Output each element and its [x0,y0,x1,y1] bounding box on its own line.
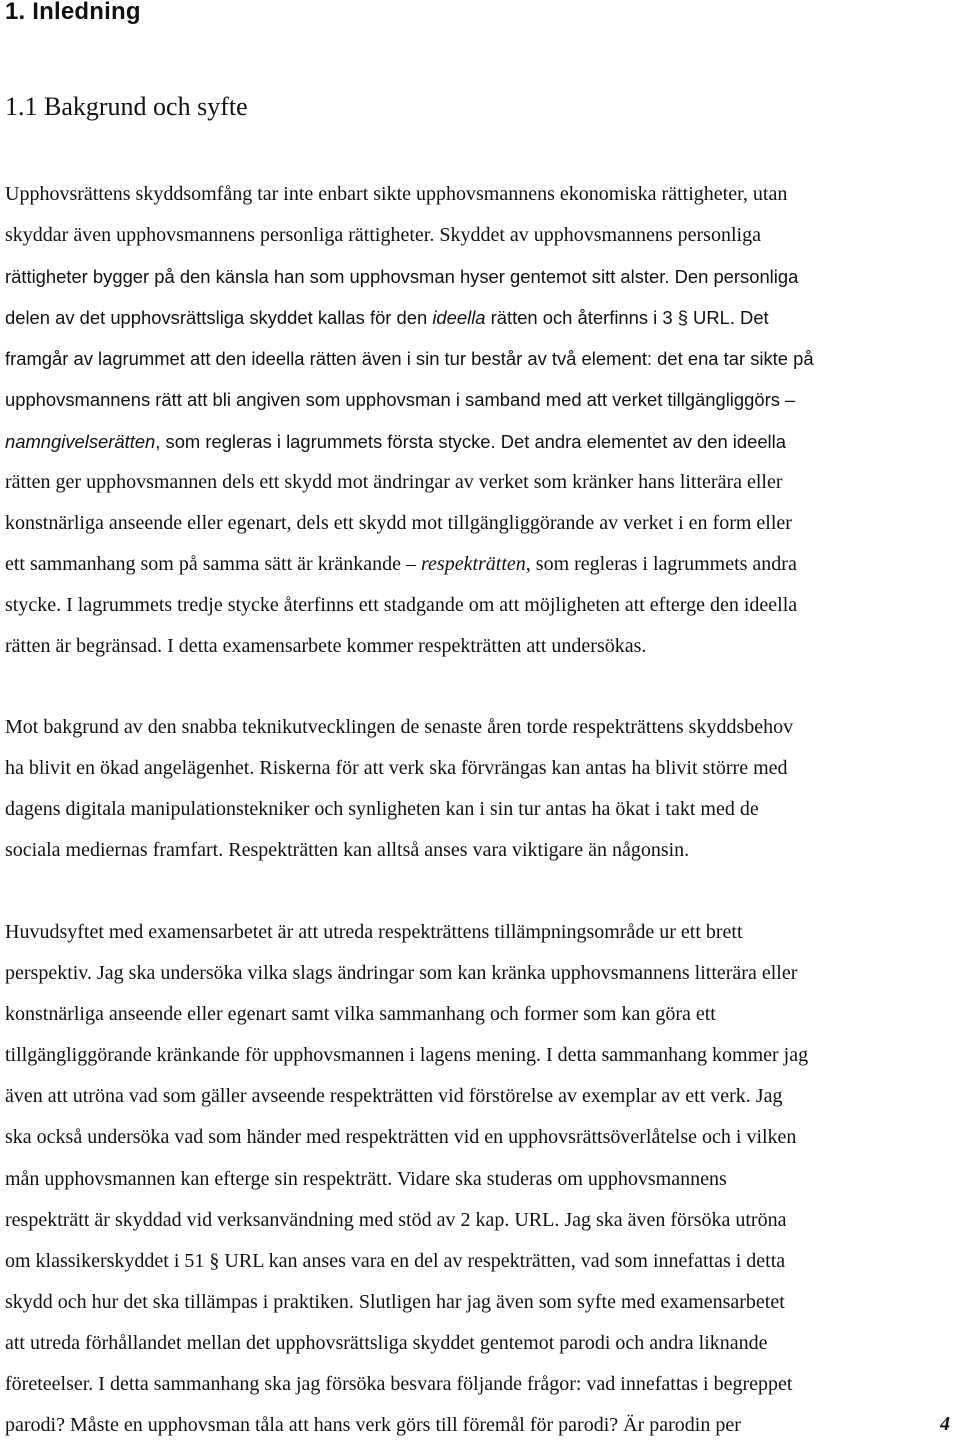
paragraph-line: konstnärliga anseende eller egenart samt vilka sammanhang och former som kan göra ett [5,1003,716,1026]
chapter-heading: 1. Inledning [5,0,141,25]
paragraph-line: Upphovsrättens skyddsomfång tar inte enbart sikte upphovsmannens ekonomiska rättigheter, utan [5,183,788,205]
paragraph-line: skydd och hur det ska tillämpas i praktiken. Slutligen har jag även som syfte med examensarbetet [5,1290,785,1313]
paragraph-line: delen av det upphovsrättsliga skyddet kallas för den ideella rätten och återfinns i 3 § URL. Det [5,307,769,329]
paragraph-line: skyddar även upphovsmannens personliga rättigheter. Skyddet av upphovsmannens personliga [5,224,761,247]
paragraph-line: upphovsmannens rätt att bli angiven som upphovsman i samband med att verket tillgängliggörs – [5,389,796,411]
paragraph-line: konstnärliga anseende eller egenart, dels ett skydd mot tillgängliggörande av verket i en form eller [5,511,792,534]
paragraph-line: perspektiv. Jag ska undersöka vilka slags ändringar som kan kränka upphovsmannens litterära eller [5,962,798,985]
paragraph-line: ska också undersöka vad som händer med respekträtten vid en upphovsrättsöverlåtelse och i vilken [5,1126,797,1149]
paragraph-line: rätten ger upphovsmannen dels ett skydd mot ändringar av verket som kränker hans litterära eller [5,470,783,493]
paragraph-line: om klassikerskyddet i 51 § URL kan anses vara en del av respekträtten, vad som innefattas i detta [5,1249,786,1272]
paragraph-line: respekträtt är skyddad vid verksanvändning med stöd av 2 kap. URL. Jag ska även försöka utröna [5,1208,787,1231]
document-page [5,0,960,1440]
paragraph-line: ha blivit en ökad angelägenhet. Riskerna för att verk ska förvrängas kan antas ha blivit större med [5,757,788,780]
paragraph-line: framgår av lagrummet att den ideella rätten även i sin tur består av två element: det ena tar sikte på [5,348,814,370]
emphasized-term: respekträtten [421,552,526,575]
paragraph-line: mån upphovsmannen kan efterge sin respekträtt. Vidare ska studeras om upphovsmannens [5,1167,727,1190]
paragraph-line: namngivelserätten, som regleras i lagrummets första stycke. Det andra elementet av den ideella [5,430,786,452]
paragraph-line: Mot bakgrund av den snabba teknikutvecklingen de senaste åren torde respekträttens skyddsbehov [5,716,794,738]
paragraph-line: parodi? Måste en upphovsman tåla att hans verk görs till föremål för parodi? Är parodin per [5,1414,741,1437]
emphasized-term: ideella [432,307,486,329]
paragraph-line: rätten är begränsad. I detta examensarbete kommer respekträtten att undersökas. [5,635,647,658]
paragraph-line: även att utröna vad som gäller avseende respekträtten vid förstörelse av exemplar av ett verk. Jag [5,1085,783,1108]
paragraph-line: tillgängliggörande kränkande för upphovsmannen i lagens mening. I detta sammanhang kommer jag [5,1044,809,1067]
paragraph-line: ett sammanhang som på samma sätt är kränkande – respekträtten, som regleras i lagrummets andra [5,552,797,575]
paragraph-motivation [5,707,960,871]
paragraph-line: sociala mediernas framfart. Respekträtten kan alltså anses vara viktigare än någonsin. [5,839,690,862]
section-heading: 1.1 Bakgrund och syfte [5,92,248,121]
paragraph-line: Huvudsyftet med examensarbetet är att utreda respekträttens tillämpningsområde ur ett brett [5,921,743,943]
paragraph-line: stycke. I lagrummets tredje stycke återfinns ett stadgande om att möjligheten att efterge den ideella [5,593,798,616]
paragraph-line: företeelser. I detta sammanhang ska jag försöka besvara följande frågor: vad innefattas i begreppet [5,1373,793,1396]
paragraph-line: rättigheter bygger på den känsla han som upphovsman hyser gentemot sitt alster. Den personliga [5,266,799,288]
paragraph-line: att utreda förhållandet mellan det upphovsrättsliga skyddet gentemot parodi och andra liknande [5,1331,768,1354]
emphasized-term: namngivelserätten [5,430,156,452]
page-number: 4 [940,1413,950,1435]
paragraph-purpose [5,912,960,1446]
paragraph-background [5,174,960,667]
paragraph-line: dagens digitala manipulationstekniker och synligheten kan i sin tur antas ha ökat i takt med de [5,798,759,821]
